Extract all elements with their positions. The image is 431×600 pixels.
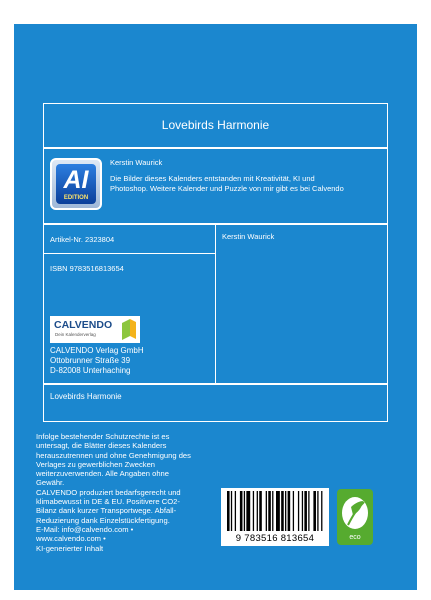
barcode-bar bbox=[285, 491, 286, 531]
calvendo-logo-name: CALVENDO bbox=[54, 319, 113, 331]
eco-label: eco bbox=[349, 534, 361, 541]
calvendo-logo-tagline: Dein Kalenderverlag bbox=[55, 332, 96, 337]
legal-line: E-Mail: info@calvendo.com • bbox=[36, 524, 134, 534]
legal-line: www.calvendo.com • bbox=[36, 534, 106, 544]
barcode-bar bbox=[244, 491, 245, 531]
legal-line: Reduzierung dank Einzelstückfertigung. bbox=[36, 515, 170, 525]
legal-line: KI-generierter Inhalt bbox=[36, 543, 104, 553]
ai-logo-subtext: EDITION bbox=[63, 195, 89, 201]
legal-line: Bilanz dank kurzer Transportwege. Abfall- bbox=[36, 506, 177, 516]
barcode-bar bbox=[253, 491, 254, 531]
barcode-bar bbox=[313, 491, 316, 531]
artist-name: Kerstin Waurick bbox=[222, 232, 275, 241]
ai-logo-text: AI bbox=[63, 166, 89, 194]
barcode-bar bbox=[276, 491, 280, 531]
ai-edition-logo bbox=[50, 158, 102, 210]
barcode-bars bbox=[227, 491, 325, 531]
legal-notice bbox=[36, 432, 216, 553]
barcode-bar bbox=[293, 491, 294, 531]
barcode-bar bbox=[257, 491, 258, 531]
publisher-address-line2: Ottobrunner Straße 39 bbox=[50, 356, 131, 365]
author-name: Kerstin Waurick bbox=[110, 158, 163, 167]
legal-line: weiterzuverwenden. Alle Angaben ohne bbox=[36, 469, 169, 479]
legal-line: CALVENDO produziert bedarfsgerecht und bbox=[36, 487, 181, 497]
barcode-bar bbox=[227, 491, 230, 531]
barcode-bar bbox=[240, 491, 243, 531]
article-number: Artikel-Nr. 2323804 bbox=[50, 235, 115, 244]
author-description-line2: Photoshop. Weitere Kalender und Puzzle von mir gibt es bei Calvendo bbox=[110, 184, 344, 193]
isbn-number: ISBN 9783516813654 bbox=[50, 264, 124, 273]
legal-line: Gewähr. bbox=[36, 478, 65, 488]
subtitle-text: Lovebirds Harmonie bbox=[50, 392, 122, 401]
calvendo-logo bbox=[50, 316, 140, 343]
barcode-bar bbox=[321, 491, 322, 531]
barcode-bar bbox=[231, 491, 232, 531]
legal-line: untersagt, die Blätter dieses Kalenders bbox=[36, 441, 167, 451]
barcode-bar bbox=[317, 491, 318, 531]
legal-line: klimabewusst in DE & EU. Positivere CO2- bbox=[36, 497, 180, 507]
barcode-bar bbox=[272, 491, 273, 531]
page-title: Lovebirds Harmonie bbox=[161, 118, 270, 132]
artist-box bbox=[215, 224, 388, 384]
barcode-bar bbox=[288, 491, 291, 531]
barcode-bar bbox=[266, 491, 267, 531]
calvendo-mark-icon bbox=[122, 319, 136, 340]
publisher-address-line3: D-82008 Unterhaching bbox=[50, 366, 131, 375]
barcode-bar bbox=[268, 491, 271, 531]
ai-logo-inner bbox=[56, 164, 96, 204]
legal-line: Verlages zu gewerblichen Zwecken bbox=[36, 459, 156, 469]
barcode-bar bbox=[298, 491, 299, 531]
legal-line: Infolge bestehender Schutzrechte ist es bbox=[36, 432, 170, 441]
barcode-bar bbox=[281, 491, 284, 531]
barcode-bar bbox=[304, 491, 307, 531]
barcode-bar bbox=[259, 491, 262, 531]
barcode bbox=[221, 488, 329, 546]
barcode-bar bbox=[302, 491, 303, 531]
barcode-bar bbox=[308, 491, 309, 531]
barcode-bar bbox=[246, 491, 250, 531]
barcode-bar bbox=[235, 491, 236, 531]
barcode-number: 9 783516 813654 bbox=[235, 533, 315, 544]
author-description-line1: Die Bilder dieses Kalenders entstanden mit Kreativität, KI und bbox=[110, 174, 315, 183]
leaf-icon bbox=[337, 493, 373, 535]
legal-line: herauszutrennen und ohne Genehmigung des bbox=[36, 450, 191, 460]
eco-badge bbox=[337, 489, 373, 545]
subtitle-box bbox=[43, 384, 388, 422]
publisher-address-line1: CALVENDO Verlag GmbH bbox=[50, 346, 144, 355]
